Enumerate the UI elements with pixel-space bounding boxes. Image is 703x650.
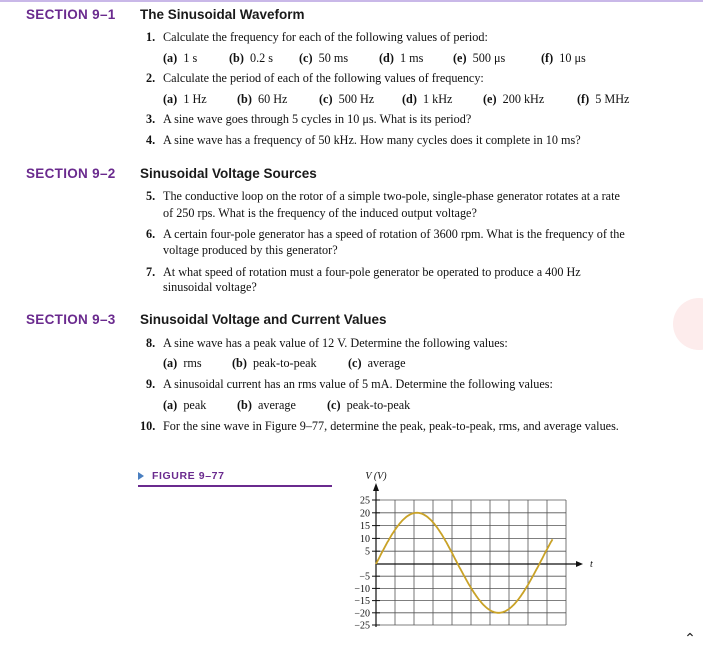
option: (f) 10 μs [541, 51, 586, 65]
option: (c) 500 Hz [319, 92, 375, 106]
option: (b) 60 Hz [237, 92, 288, 106]
option: (d) 1 kHz [402, 92, 453, 106]
problem-7-line-2: sinusoidal voltage? [163, 280, 257, 294]
problem-9-number: 9. [146, 377, 156, 391]
option: (c) peak-to-peak [327, 398, 411, 412]
option: (a) rms [163, 356, 202, 370]
option: (e) 200 kHz [483, 92, 545, 106]
option: (f) 5 MHz [577, 92, 630, 106]
problem-8-number: 8. [146, 336, 156, 350]
problem-6-line-1: A certain four-pole generator has a speed of rotation of 3600 rpm. What is the frequency of the [163, 227, 625, 241]
y-axis-label: V (V) [365, 471, 387, 482]
x-axis-arrow [576, 561, 583, 567]
option: (a) peak [163, 398, 207, 412]
sine-wave-series [376, 513, 553, 613]
problem-2-text: Calculate the period of each of the following values of frequency: [163, 71, 484, 85]
problem-7-number: 7. [146, 265, 156, 279]
problem-5-line-1: The conductive loop on the rotor of a simple two-pole, single-phase generator rotates at a rate [163, 189, 620, 203]
problem-8-text: A sine wave has a peak value of 12 V. Determine the following values: [163, 336, 508, 350]
problem-1-number: 1. [146, 30, 156, 44]
problem-7-line-1: At what speed of rotation must a four-pole generator be operated to produce a 400 Hz [163, 265, 581, 279]
option: (c) 50 ms [299, 51, 349, 65]
problem-4-number: 4. [146, 133, 156, 147]
section-9-3-label: SECTION 9–3 [26, 312, 116, 327]
problem-10-text: For the sine wave in Figure 9–77, determine the peak, peak-to-peak, rms, and average values. [163, 419, 619, 433]
option: (b) average [237, 398, 296, 412]
option: (b) peak-to-peak [232, 356, 317, 370]
y-tick-label: −20 [354, 608, 370, 620]
y-tick-label: 25 [360, 495, 370, 507]
problem-1-text: Calculate the frequency for each of the following values of period: [163, 30, 488, 44]
section-9-1-title: The Sinusoidal Waveform [140, 7, 305, 22]
problem-5-line-2: of 250 rps. What is the frequency of the induced output voltage? [163, 206, 477, 220]
section-9-3-title: Sinusoidal Voltage and Current Values [140, 312, 387, 327]
option: (a) 1 s [163, 51, 198, 65]
y-tick-label: 10 [360, 533, 370, 545]
section-9-2-label: SECTION 9–2 [26, 166, 116, 181]
problem-4-text: A sine wave has a frequency of 50 kHz. How many cycles does it complete in 10 ms? [163, 133, 581, 147]
y-tick-label: −15 [354, 596, 370, 608]
y-axis-arrow [373, 483, 379, 491]
option: (c) average [348, 356, 406, 370]
option: (b) 0.2 s [229, 51, 274, 65]
section-9-2-title: Sinusoidal Voltage Sources [140, 166, 317, 181]
problem-2-number: 2. [146, 71, 156, 85]
y-tick-label: 5 [365, 546, 370, 558]
y-tick-label: −5 [359, 571, 370, 583]
problem-6-line-2: voltage produced by this generator? [163, 243, 338, 257]
option: (d) 1 ms [379, 51, 424, 65]
problem-3-number: 3. [146, 112, 156, 126]
y-tick-label: −10 [354, 583, 370, 595]
problem-10-number: 10. [140, 419, 156, 433]
option: (a) 1 Hz [163, 92, 207, 106]
y-tick-label: −25 [354, 620, 370, 632]
option: (e) 500 μs [453, 51, 506, 65]
y-tick-label: 15 [360, 521, 370, 533]
chevron-up-icon[interactable]: ⌃ [684, 631, 696, 647]
x-axis-label: t [590, 559, 593, 570]
figure-label: FIGURE 9–77 [152, 470, 225, 482]
problem-3-text: A sine wave goes through 5 cycles in 10 μs. What is its period? [163, 112, 472, 126]
section-9-1-label: SECTION 9–1 [26, 7, 116, 22]
problem-9-text: A sinusoidal current has an rms value of 5 mA. Determine the following values: [163, 377, 553, 391]
problem-6-number: 6. [146, 227, 156, 241]
problem-5-number: 5. [146, 189, 156, 203]
y-tick-label: 20 [360, 508, 370, 520]
